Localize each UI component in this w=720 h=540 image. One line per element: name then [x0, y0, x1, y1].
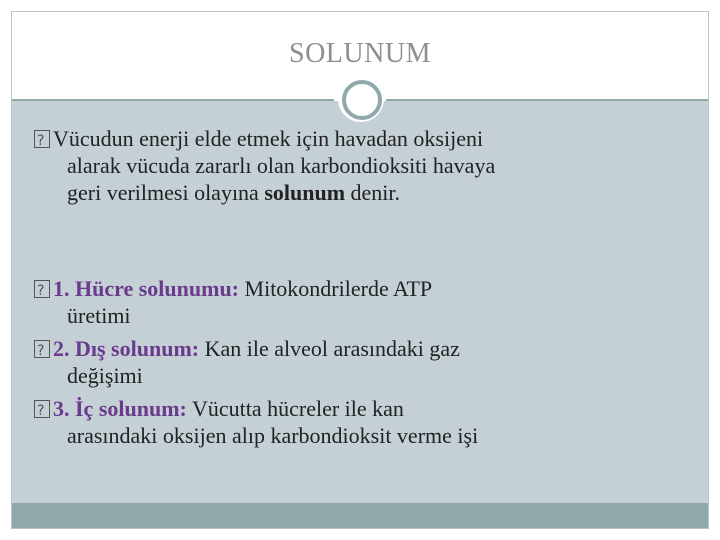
footer-bar [12, 503, 708, 528]
item-1 [34, 275, 432, 329]
intro-line-3a: geri verilmesi olayına [67, 180, 265, 205]
intro-keyword: solunum [264, 180, 346, 205]
intro-line-2: alarak vücuda zararlı olan karbondioksiti havaya [67, 153, 496, 178]
missing-glyph-box-icon [34, 340, 50, 358]
divider-left [12, 99, 334, 101]
item-1-text: Mitokondrilerde ATP [239, 276, 433, 301]
divider-right [386, 99, 708, 101]
item-3-text: Vücutta hücreler ile kan [186, 396, 404, 421]
item-3 [34, 395, 478, 449]
item-2 [34, 335, 460, 389]
item-2-text: Kan ile alveol arasındaki gaz [199, 336, 460, 361]
item-3-text-2: arasındaki oksijen alıp karbondioksit verme işi [67, 423, 479, 448]
intro-line-3b: denir. [345, 180, 401, 205]
item-2-label: 2. Dış solunum: [53, 336, 200, 361]
missing-glyph-box-icon [34, 130, 50, 148]
intro-paragraph [34, 125, 495, 206]
missing-glyph-box-icon [34, 400, 50, 418]
intro-line-1: Vücudun enerji elde etmek için havadan oksijeni [53, 126, 484, 151]
slide-title: SOLUNUM [289, 38, 431, 69]
item-2-text-2: değişimi [67, 363, 143, 388]
missing-glyph-box-icon [34, 280, 50, 298]
intro-line-3 [34, 179, 495, 206]
item-3-label: 3. İç solunum: [53, 396, 187, 421]
item-1-text-2: üretimi [67, 303, 131, 328]
ring-icon [342, 80, 382, 120]
item-1-label: 1. Hücre solunumu: [53, 276, 240, 301]
